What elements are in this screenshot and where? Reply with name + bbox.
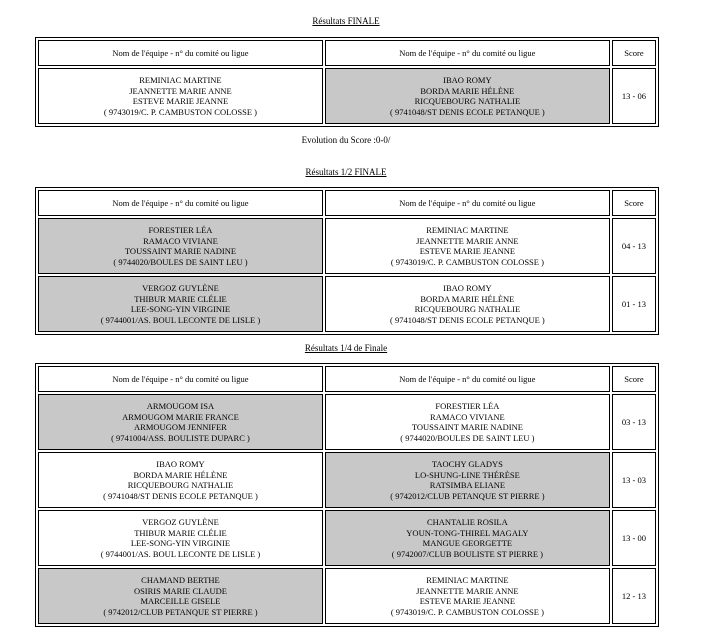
player-name: YOUN-TONG-THIREL MAGALY bbox=[406, 527, 529, 538]
score-cell: 13 - 06 bbox=[612, 68, 656, 124]
player-name: OSIRIS MARIE CLAUDE bbox=[133, 585, 227, 596]
club-label: ( 9742007/CLUB BOULISTE ST PIERRE ) bbox=[391, 548, 543, 559]
team2-cell bbox=[325, 276, 610, 332]
player-name: JEANNETTE MARIE ANNE bbox=[129, 85, 232, 96]
player-name: THIBUR MARIE CLÉLIE bbox=[134, 293, 227, 304]
player-name: TOUSSAINT MARIE NADINE bbox=[124, 246, 237, 256]
header-row bbox=[38, 40, 656, 66]
player-name: CHAMAND BERTHE bbox=[141, 575, 220, 585]
quart-finale-title: Résultats 1/4 de Finale bbox=[304, 343, 388, 353]
club-label: ( 9741048/ST DENIS ECOLE PETANQUE ) bbox=[390, 314, 545, 325]
player-name: JEANNETTE MARIE ANNE bbox=[416, 235, 519, 246]
player-name: RAMACO VIVIANE bbox=[430, 411, 505, 422]
finale-title: Résultats FINALE bbox=[312, 16, 380, 26]
player-name: ESTEVE MARIE JEANNE bbox=[132, 96, 229, 106]
team1-header: Nom de l'équipe - n° du comité ou ligue bbox=[38, 366, 323, 392]
demi-finale-title: Résultats 1/2 FINALE bbox=[305, 167, 387, 177]
team1-cell bbox=[38, 510, 323, 566]
player-name: THIBUR MARIE CLÉLIE bbox=[134, 527, 227, 538]
team1-cell bbox=[38, 568, 323, 624]
score-cell: 12 - 13 bbox=[612, 568, 656, 624]
player-name: JEANNETTE MARIE ANNE bbox=[416, 585, 519, 596]
team2-cell bbox=[325, 394, 610, 450]
player-name: BORDA MARIE HÉLÈNE bbox=[420, 85, 515, 96]
player-name: ESTEVE MARIE JEANNE bbox=[419, 596, 516, 606]
match-row bbox=[38, 510, 656, 566]
match-row bbox=[38, 68, 656, 124]
player-name: FORESTIER LÉA bbox=[148, 225, 213, 235]
player-name: TOUSSAINT MARIE NADINE bbox=[411, 422, 523, 432]
match-row bbox=[38, 568, 656, 624]
team1-cell bbox=[38, 452, 323, 508]
score-header: Score bbox=[612, 190, 656, 216]
player-name: REMINIAC MARTINE bbox=[426, 225, 509, 235]
player-name: ARMOUGOM JENNIFER bbox=[134, 422, 227, 432]
player-name: IBAO ROMY bbox=[443, 283, 492, 293]
match-row bbox=[38, 452, 656, 508]
team1-cell bbox=[38, 218, 323, 274]
player-name: VERGOZ GUYLÈNE bbox=[142, 517, 219, 527]
team2-cell bbox=[325, 568, 610, 624]
club-label: ( 9744020/BOULES DE SAINT LEU ) bbox=[113, 256, 248, 267]
club-label: ( 9744001/AS. BOUL LECONTE DE LISLE ) bbox=[100, 314, 261, 325]
score-header: Score bbox=[612, 366, 656, 392]
quart-finale-table bbox=[35, 363, 659, 627]
finale-table bbox=[35, 37, 659, 127]
team2-cell bbox=[325, 510, 610, 566]
player-name: RICQUEBOURG NATHALIE bbox=[414, 304, 521, 314]
score-evolution: Evolution du Score :0-0/ bbox=[301, 135, 391, 145]
player-name: LO-SHUNG-LINE THÉRÈSE bbox=[414, 469, 520, 480]
team1-cell bbox=[38, 276, 323, 332]
club-label: ( 9741048/ST DENIS ECOLE PETANQUE ) bbox=[390, 106, 545, 117]
club-label: ( 9743019/C. P. CAMBUSTON COLOSSE ) bbox=[390, 256, 544, 267]
team1-cell bbox=[38, 68, 323, 124]
score-cell: 01 - 13 bbox=[612, 276, 656, 332]
player-name: ARMOUGOM ISA bbox=[146, 401, 215, 411]
match-row bbox=[38, 218, 656, 274]
club-label: ( 9743019/C. P. CAMBUSTON COLOSSE ) bbox=[103, 106, 258, 117]
score-cell: 04 - 13 bbox=[612, 218, 656, 274]
player-name: MARCEILLE GISELE bbox=[140, 596, 221, 606]
score-cell: 13 - 03 bbox=[612, 452, 656, 508]
club-label: ( 9744020/BOULES DE SAINT LEU ) bbox=[400, 432, 535, 443]
player-name: IBAO ROMY bbox=[443, 75, 492, 85]
player-name: RICQUEBOURG NATHALIE bbox=[414, 96, 521, 106]
club-label: ( 9741004/ASS. BOULISTE DUPARC ) bbox=[111, 432, 250, 443]
player-name: ARMOUGOM MARIE FRANCE bbox=[122, 411, 239, 422]
team2-cell bbox=[325, 68, 610, 124]
club-label: ( 9744001/AS. BOUL LECONTE DE LISLE ) bbox=[100, 548, 261, 559]
player-name: RAMACO VIVIANE bbox=[143, 235, 218, 246]
player-name: BORDA MARIE HÉLÈNE bbox=[133, 469, 228, 480]
team2-header: Nom de l'équipe - n° du comité ou ligue bbox=[325, 190, 610, 216]
player-name: CHANTALIE ROSILA bbox=[426, 517, 508, 527]
player-name: REMINIAC MARTINE bbox=[139, 75, 222, 85]
match-row bbox=[38, 394, 656, 450]
score-cell: 03 - 13 bbox=[612, 394, 656, 450]
player-name: RATSIMBA ELIANE bbox=[429, 480, 506, 490]
player-name: RICQUEBOURG NATHALIE bbox=[127, 480, 234, 490]
player-name: ESTEVE MARIE JEANNE bbox=[419, 246, 516, 256]
team2-header: Nom de l'équipe - n° du comité ou ligue bbox=[325, 40, 610, 66]
player-name: FORESTIER LÉA bbox=[435, 401, 500, 411]
demi-finale-table bbox=[35, 187, 659, 335]
player-name: LEE-SONG-YIN VIRGINIE bbox=[130, 304, 231, 314]
team1-header: Nom de l'équipe - n° du comité ou ligue bbox=[38, 40, 323, 66]
player-name: VERGOZ GUYLÈNE bbox=[142, 283, 219, 293]
player-name: IBAO ROMY bbox=[156, 459, 205, 469]
player-name: LEE-SONG-YIN VIRGINIE bbox=[130, 538, 231, 548]
header-row bbox=[38, 366, 656, 392]
score-cell: 13 - 00 bbox=[612, 510, 656, 566]
club-label: ( 9741048/ST DENIS ECOLE PETANQUE ) bbox=[103, 490, 258, 501]
team2-cell bbox=[325, 452, 610, 508]
player-name: BORDA MARIE HÉLÈNE bbox=[420, 293, 515, 304]
club-label: ( 9742012/CLUB PETANQUE ST PIERRE ) bbox=[390, 490, 545, 501]
player-name: TAOCHY GLADYS bbox=[431, 459, 503, 469]
club-label: ( 9742012/CLUB PETANQUE ST PIERRE ) bbox=[103, 606, 258, 617]
player-name: REMINIAC MARTINE bbox=[426, 575, 509, 585]
team2-header: Nom de l'équipe - n° du comité ou ligue bbox=[325, 366, 610, 392]
team1-cell bbox=[38, 394, 323, 450]
club-label: ( 9743019/C. P. CAMBUSTON COLOSSE ) bbox=[390, 606, 544, 617]
player-name: MANGUE GEORGETTE bbox=[422, 538, 513, 548]
team1-header: Nom de l'équipe - n° du comité ou ligue bbox=[38, 190, 323, 216]
header-row bbox=[38, 190, 656, 216]
match-row bbox=[38, 276, 656, 332]
score-header: Score bbox=[612, 40, 656, 66]
team2-cell bbox=[325, 218, 610, 274]
